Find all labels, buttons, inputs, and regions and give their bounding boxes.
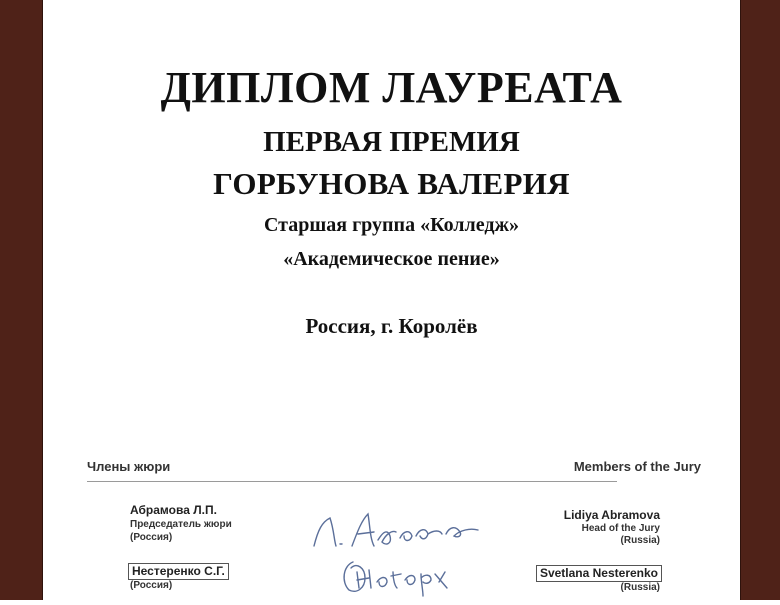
jury-member-1-role-ru: Председатель жюри [130,519,232,530]
jury-heading-en: Members of the Jury [573,459,701,474]
diploma-title: ДИПЛОМ ЛАУРЕАТА [160,63,623,112]
location: Россия, г. Королёв [305,314,478,338]
nomination: «Академическое пение» [283,248,500,270]
left-frame-border [0,0,43,600]
jury-member-2-country-ru: (Россия) [130,580,173,591]
jury-member-1-name-ru: Абрамова Л.П. [130,503,217,517]
age-group: Старшая группа «Колледж» [264,214,519,236]
prize-line: ПЕРВАЯ ПРЕМИЯ [263,126,520,158]
jury-divider [87,481,617,482]
jury-member-1-country-en: (Russia) [620,535,660,546]
right-frame-border [740,0,780,600]
jury-member-2-name-ru: Нестеренко С.Г. [128,563,229,580]
jury-member-2-name-en: Svetlana Nesterenko [536,565,662,582]
jury-member-2-country-en: (Russia) [620,582,660,593]
jury-member-1-role-en: Head of the Jury [581,523,660,534]
laureate-name: ГОРБУНОВА ВАЛЕРИЯ [213,166,570,201]
jury-heading-ru: Члены жюри [87,459,171,474]
jury-member-1-country-ru: (Россия) [130,532,173,543]
jury-member-1-name-en: Lidiya Abramova [563,508,660,522]
signature-nesterenko [335,548,475,605]
